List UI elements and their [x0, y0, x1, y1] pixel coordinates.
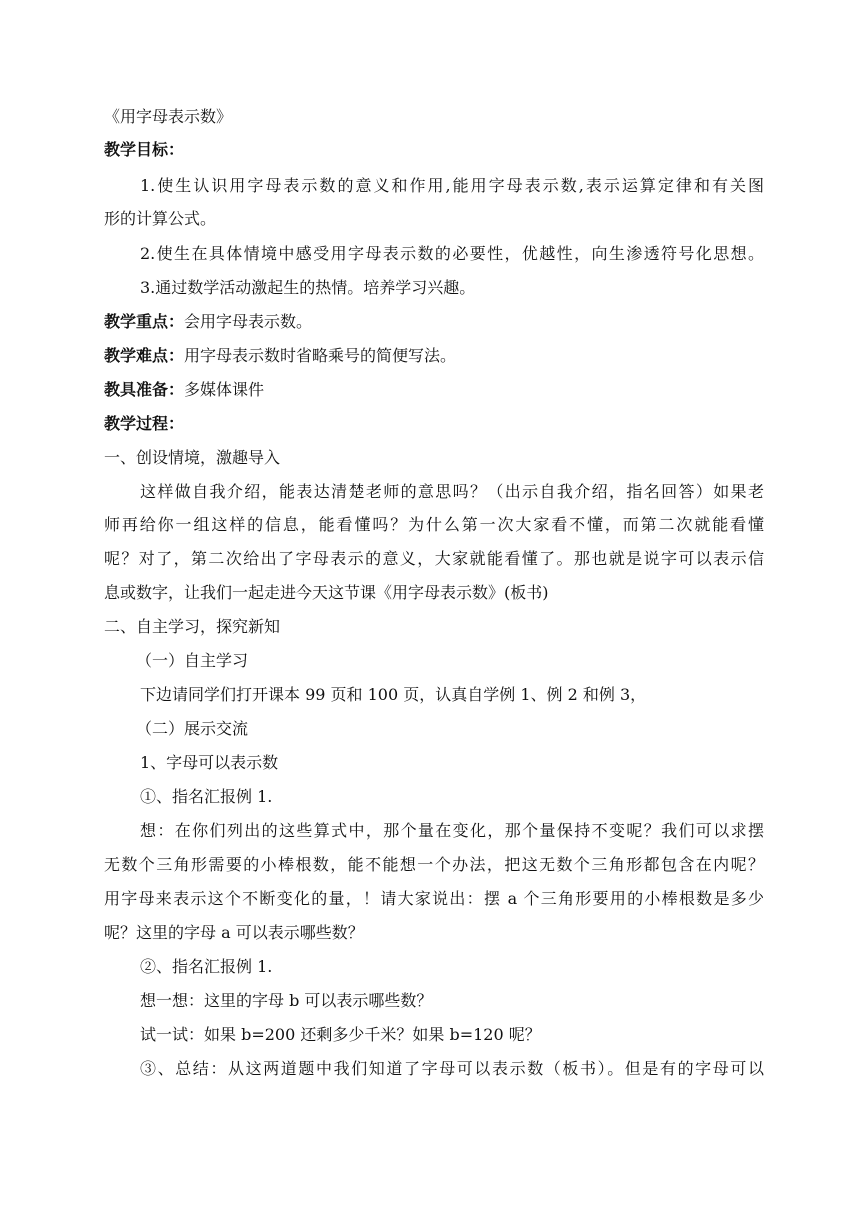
- section-2-heading: 二、自主学习，探究新知: [104, 617, 281, 636]
- try-prompt: 试一试：如果 b=200 还剩多少千米？如果 b=120 呢？: [140, 1025, 541, 1044]
- step-3-line-1: ③、总结：从这两道题中我们知道了字母可以表示数（板书）。但是有的字母可以: [140, 1059, 764, 1078]
- key-point-row: [104, 311, 764, 333]
- tools-text: 多媒体课件: [184, 380, 265, 399]
- paragraph-1-line-2: 师再给你一组这样的信息，能看懂吗？为什么第一次大家看不懂，而第二次就能看懂: [104, 515, 764, 534]
- key-point-label: 教学重点：: [104, 312, 185, 331]
- subsection-2-heading: （二）展示交流: [136, 719, 249, 738]
- key-point-text: 会用字母表示数。: [184, 312, 313, 331]
- step-2: ②、指名汇报例 1.: [140, 957, 273, 976]
- objectives-heading: 教学目标：: [104, 140, 185, 159]
- paragraph-2-line-1: 想：在你们列出的这些算式中，那个量在变化，那个量保持不变呢？我们可以求摆: [140, 821, 764, 840]
- think-prompt: 想一想：这里的字母 b 可以表示哪些数？: [140, 991, 433, 1010]
- paragraph-1-line-4: 息或数字，让我们一起走进今天这节课《用字母表示数》(板书): [104, 583, 549, 602]
- section-1-heading: 一、创设情境，激趣导入: [104, 448, 281, 467]
- tools-label: 教具准备：: [104, 380, 185, 399]
- objective-1-line-2: 形的计算公式。: [104, 209, 217, 228]
- tools-row: [104, 379, 764, 401]
- paragraph-1-line-1: 这样做自我介绍，能表达清楚老师的意思吗？（出示自我介绍，指名回答）如果老: [140, 482, 764, 501]
- paragraph-2-line-4: 呢？这里的字母 a 可以表示哪些数？: [104, 923, 364, 942]
- paragraph-2-line-3: 用字母来表示这个不断变化的量，！请大家说出：摆 a 个三角形要用的小棒根数是多少: [104, 889, 764, 908]
- point-1-heading: 1、字母可以表示数: [140, 753, 279, 772]
- paragraph-2-line-2: 无数个三角形需要的小棒根数，能不能想一个办法，把这无数个三角形都包含在内呢？: [104, 855, 764, 874]
- process-heading: 教学过程：: [104, 414, 185, 433]
- subsection-1-heading: （一）自主学习: [136, 651, 249, 670]
- objective-2: 2.使生在具体情境中感受用字母表示数的必要性，优越性，向生渗透符号化思想。: [140, 244, 764, 263]
- difficulty-label: 教学难点：: [104, 346, 185, 365]
- subsection-1-text: 下边请同学们打开课本 99 页和 100 页，认真自学例 1、例 2 和例 3，: [140, 685, 647, 704]
- objective-3: 3.通过数学活动激起生的热情。培养学习兴趣。: [140, 278, 476, 297]
- paragraph-1-line-3: 呢？对了，第二次给出了字母表示的意义，大家就能看懂了。那也就是说字可以表示信: [104, 549, 764, 568]
- step-1: ①、指名汇报例 1.: [140, 787, 273, 806]
- difficulty-row: [104, 345, 764, 367]
- objective-1-line-1: 1.使生认识用字母表示数的意义和作用,能用字母表示数,表示运算定律和有关图: [140, 176, 764, 195]
- document-title: 《用字母表示数》: [104, 107, 233, 126]
- difficulty-text: 用字母表示数时省略乘号的简便写法。: [184, 346, 457, 365]
